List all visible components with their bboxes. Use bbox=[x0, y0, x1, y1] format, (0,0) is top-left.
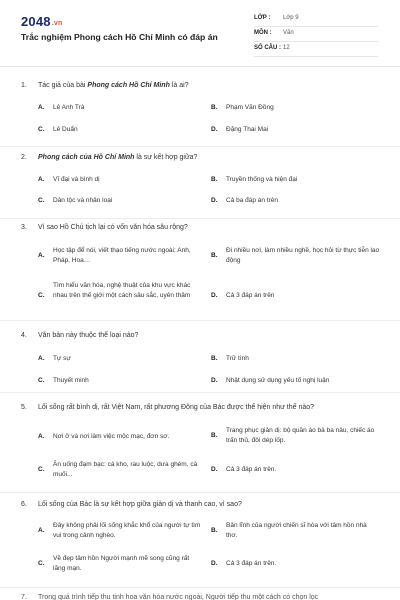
header bbox=[0, 0, 400, 67]
meta-class-value: Lớp 9 bbox=[283, 15, 299, 21]
question-2: 2. Phong cách của Hồ Chí Minh là sự kết hợp giữa? A. Vĩ đại và bình dị B. Truyền thống và hiện đại C. Dân tộc và nhân loại D. Cả ba đáp án trên bbox=[0, 146, 400, 219]
meta-subject-label: MÔN : bbox=[254, 30, 272, 36]
meta-count-value: 12 bbox=[283, 45, 290, 51]
question-text: 1. Tác giả của bài Phong cách Hồ Chí Minh là ai? bbox=[21, 82, 189, 89]
question-text: 3. Vì sao Hồ Chủ tịch lại có vốn văn hóa sâu rộng? bbox=[21, 224, 188, 231]
question-5: 5. Lối sống rất bình dị, rất Việt Nam, rất phương Đông của Bác được thể hiện như thế nào? A. Nơi ở và nơi làm việc mộc mạc, đơn sơ. B. Trang phục giản dị: bộ quần áo bà ba nâu, chiếc áo trấn thủ, đôi dép lốp. C. Ăn uống đạm bạc: cá kho, rau luộc, dưa ghém, cà muối... D. Cả 3 đáp án trên. bbox=[0, 392, 400, 493]
meta-count-label: SỐ CÂU : bbox=[254, 45, 281, 51]
question-text: 4. Văn bản này thuộc thể loại nào? bbox=[21, 332, 139, 339]
question-text: 2. Phong cách của Hồ Chí Minh là sự kết hợp giữa? bbox=[21, 154, 198, 161]
meta-subject bbox=[254, 27, 378, 42]
question-7-text: 7. Trong quá trình tiếp thu tinh hoa văn hóa nước ngoài, Người tiếp thu một cách có chọn lọc bbox=[21, 594, 319, 600]
question-6: 6. Lối sống của Bác là sự kết hợp giữa giản dị và thanh cao, vì sao? A. Đây không phải lối sống khắc khổ của người tự tìm vui trong cảnh nghèo. B. Bản lĩnh của người chiến sĩ hòa với tâm hồn nhà thơ. C. Về đẹp tâm hồn Người mạnh mẽ song cũng rất lãng mạn. D. Cả 3 đáp án trên. bbox=[0, 492, 400, 588]
meta-class-label: LỚP : bbox=[254, 15, 271, 21]
site-logo[interactable]: 2048.vn bbox=[21, 14, 63, 29]
question-3: 3. Vì sao Hồ Chủ tịch lại có vốn văn hóa sâu rộng? A. Học tập để nói, viết thạo tiếng nước ngoài: Anh, Pháp, Hoa… B. Đi nhiều nơi, làm nhiều nghề, học hỏi từ thực tiễn lao động C. Tìm hiểu văn hóa, nghệ thuật của khu vực khác nhau trên thế giới một cách sâu sắc, uyên thâm D. Cả 3 đáp án trên bbox=[0, 218, 400, 321]
meta-count bbox=[254, 42, 378, 57]
meta-class bbox=[254, 12, 378, 27]
question-4: 4. Văn bản này thuộc thể loại nào? A. Tự sự B. Trữ tình C. Thuyết minh D. Nhật dụng sử dụng yếu tố nghị luận bbox=[0, 320, 400, 393]
question-text: 6. Lối sống của Bác là sự kết hợp giữa giản dị và thanh cao, vì sao? bbox=[21, 501, 242, 508]
question-1: 1. Tác giả của bài Phong cách Hồ Chí Minh là ai? A. Lê Anh Trà B. Phạm Văn Đồng C. Lê Duẩn D. Đặng Thai Mai bbox=[0, 66, 400, 147]
page-title: Trắc nghiệm Phong cách Hồ Chí Minh có đáp án bbox=[21, 32, 218, 42]
meta-subject-value: Văn bbox=[283, 30, 294, 36]
question-text: 5. Lối sống rất bình dị, rất Việt Nam, rất phương Đông của Bác được thể hiện như thế nào? bbox=[21, 404, 315, 411]
